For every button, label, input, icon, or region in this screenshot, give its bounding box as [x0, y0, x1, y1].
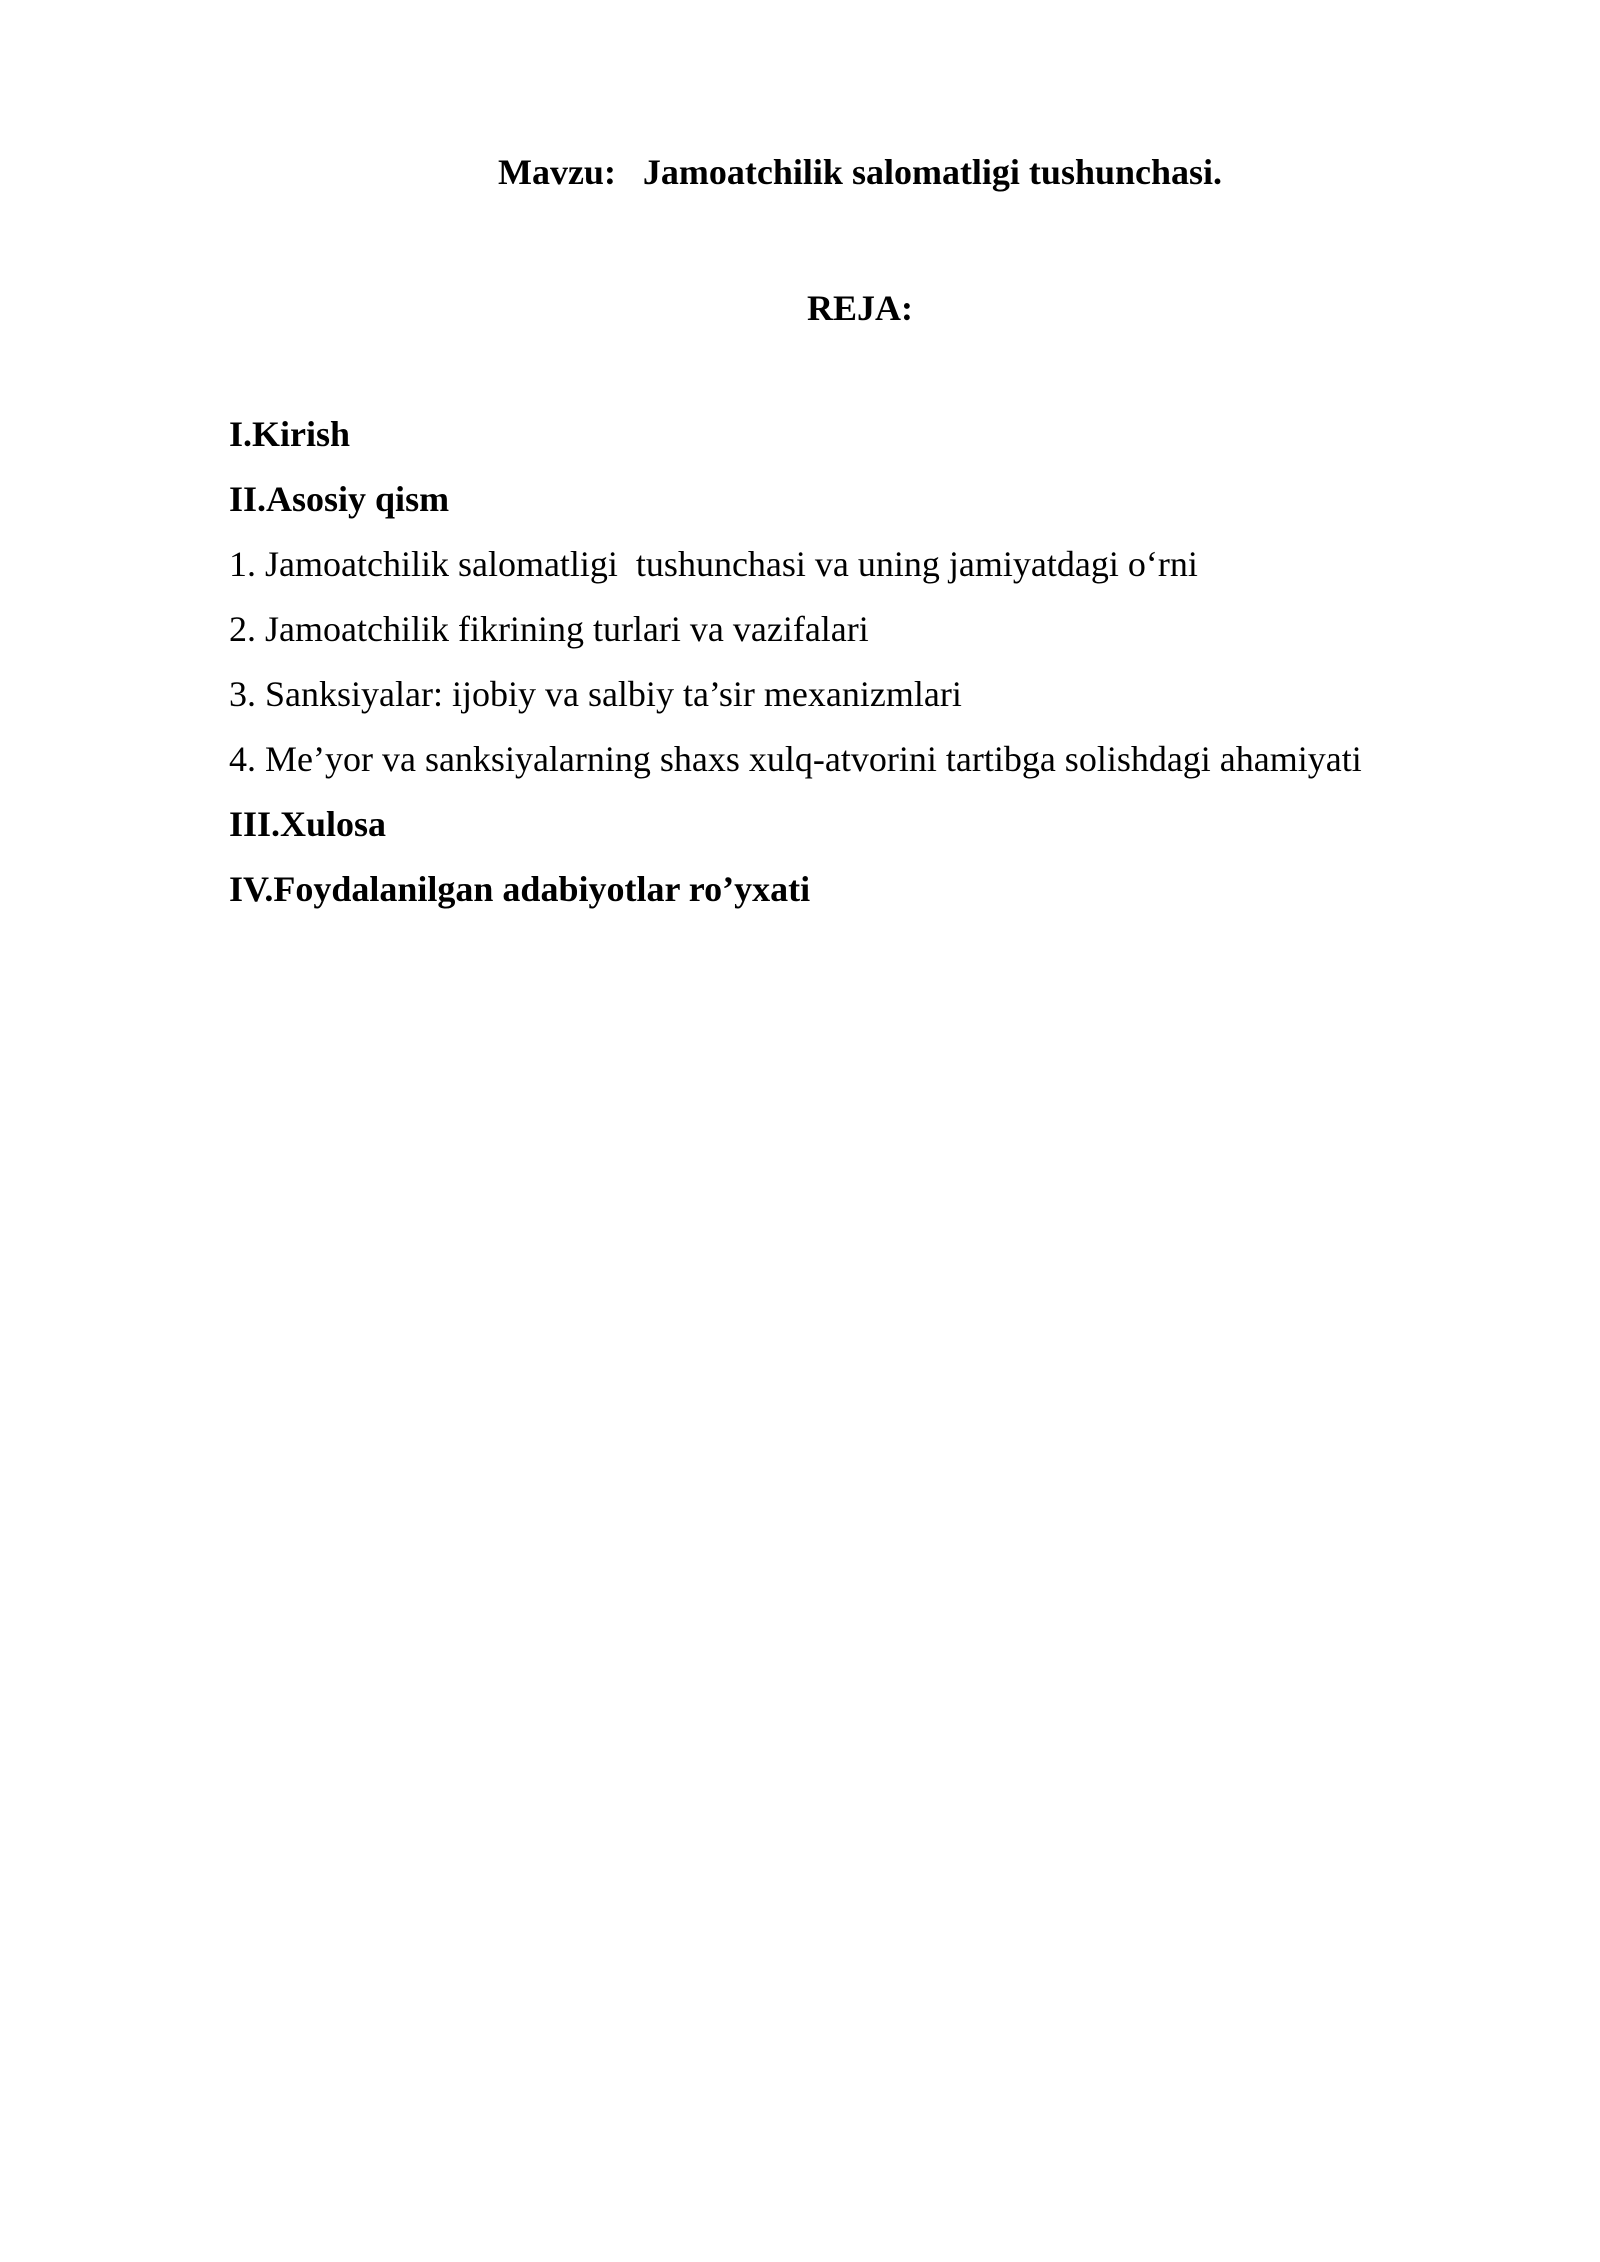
outline-item-subsection-4: 4. Me’yor va sanksiyalarning shaxs xulq-atvorini tartibga solishdagi ahamiyati: [229, 739, 1362, 779]
outline-item-main-part: II.Asosiy qism: [229, 479, 450, 519]
plan-outline: [229, 410, 1509, 930]
outline-item-subsection-2: 2. Jamoatchilik fikrining turlari va vazifalari: [229, 609, 869, 649]
document-title: Mavzu: Jamoatchilik salomatligi tushunchasi.: [497, 152, 1223, 192]
outline-item-conclusion: III.Xulosa: [229, 804, 387, 844]
outline-item-subsection-1: 1. Jamoatchilik salomatligi tushunchasi va uning jamiyatdagi o‘rni: [229, 544, 1198, 584]
outline-item-introduction: I.Kirish: [229, 414, 351, 454]
outline-item-subsection-3: 3. Sanksiyalar: ijobiy va salbiy ta’sir mexanizmlari: [229, 674, 962, 714]
plan-heading: REJA:: [807, 288, 913, 328]
outline-item-references: IV.Foydalanilgan adabiyotlar ro’yxati: [229, 869, 811, 909]
